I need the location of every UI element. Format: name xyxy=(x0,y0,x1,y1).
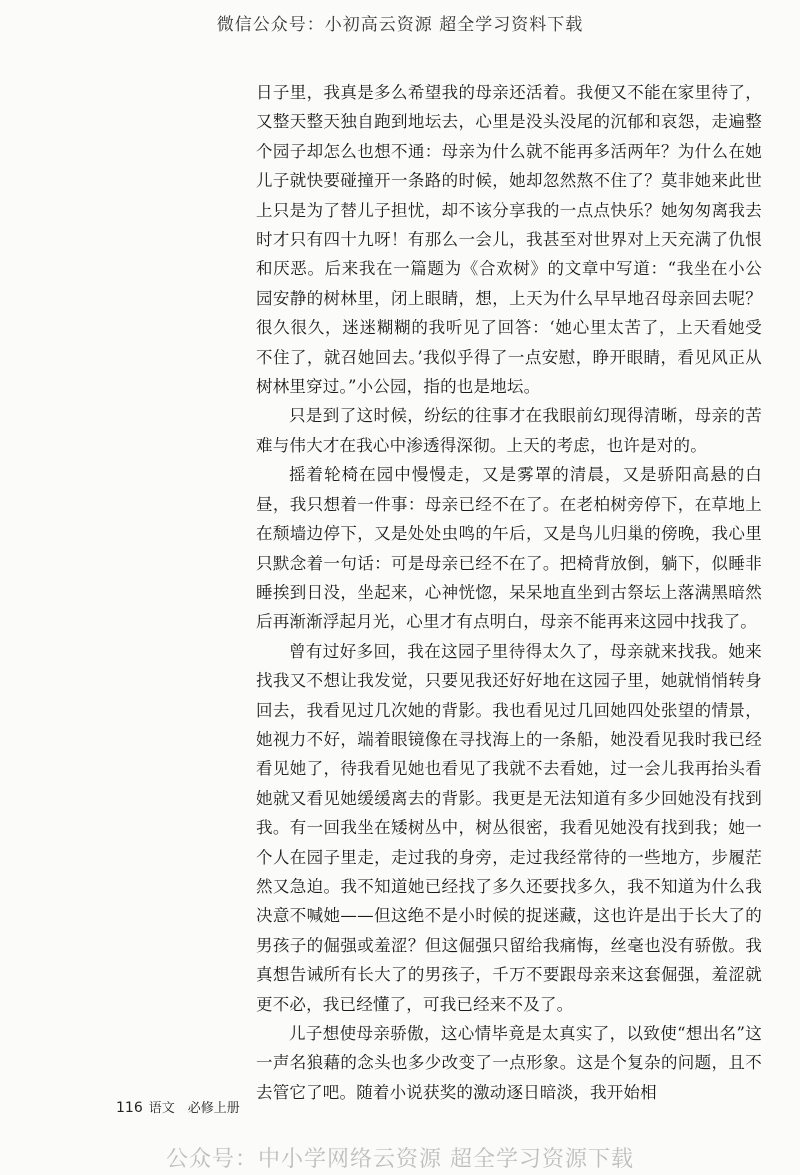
paragraph: 摇着轮椅在园中慢慢走，又是雾罩的清晨，又是骄阳高悬的白昼，我只想着一件事：母亲已经不在了。在老柏树旁停下，在草地上在颓墙边停下，又是处处虫鸣的午后，又是鸟儿归巢的傍晚，我心里只默念着一句话：可是母亲已经不在了。把椅背放倒，躺下，似睡非睡挨到日没，坐起来，心神恍惚，呆呆地直坐到古祭坛上落满黑暗然后再渐渐浮起月光，心里才有点明白，母亲不能再来这园中找我了。 xyxy=(256,465,762,632)
book-title: 语文 必修上册 xyxy=(148,1101,240,1116)
paragraph: 日子里，我真是多么希望我的母亲还活着。我便又不能在家里待了，又整天整天独自跑到地坛去，心里是没头没尾的沉郁和哀怨，走遍整个园子却怎么也想不通：母亲为什么就不能再多活两年？为什么在她儿子就快要碰撞开一条路的时候，她却忽然熬不住了？莫非她来此世上只是为了替儿子担忧，却不该分享我的一点点快乐？她匆匆离我去时才只有四十九呀！有那么一会儿，我甚至对世界对上天充满了仇恨和厌恶。后来我在一篇题为《合欢树》的文章中写道：“我坐在小公园安静的树林里，闭上眼睛，想，上天为什么早早地召母亲回去呢？很久很久，迷迷糊糊的我听见了回答：‘她心里太苦了，上天看她受不住了，就召她回去。’我似乎得了一点安慰，睁开眼睛，看见风正从树林里穿过。”小公园，指的也是地坛。 xyxy=(256,83,762,397)
paragraph: 曾有过好多回，我在这园子里待得太久了，母亲就来找我。她来找我又不想让我发觉，只要见我还好好地在这园子里，她就悄悄转身回去，我看见过几次她的背影。我也看见过几回她四处张望的情景，她视力不好，端着眼镜像在寻找海上的一条船，她没看见我时我已经看见她了，待我看见她也看见了我就不去看她，过一会儿我再抬头看她就又看见她缓缓离去的背影。我更是无法知道有多少回她没有找到我。有一回我坐在矮树丛中，树丛很密，我看见她没有找到我；她一个人在园子里走，走过我的身旁，走过我经常待的一些地方，步履茫然又急迫。我不知道她已经找了多久还要找多久，我不知道为什么我决意不喊她——但这绝不是小时候的捉迷藏，这也许是出于长大了的男孩子的倔强或羞涩？但这倔强只留给我痛悔，丝毫也没有骄傲。我真想告诫所有长大了的男孩子，千万不要跟母亲来这套倔强，羞涩就更不必，我已经懂了，可我已经来不及了。 xyxy=(256,641,762,1014)
article-body xyxy=(256,78,762,1107)
paragraph: 只是到了这时候，纷纭的往事才在我眼前幻现得清晰，母亲的苦难与伟大才在我心中渗透得深彻。上天的考虑，也许是对的。 xyxy=(256,406,762,455)
page-footer xyxy=(116,1097,240,1116)
paragraph: 儿子想使母亲骄傲，这心情毕竟是太真实了，以致使“想出名”这一声名狼藉的念头也多少改变了一点形象。这是个复杂的问题，且不去管它了吧。随着小说获奖的激动逐日暗淡，我开始相 xyxy=(256,1024,762,1102)
page-number: 116 xyxy=(116,1100,143,1116)
watermark-banner: 公众号：中小学网络云资源 超全学习资源下载 xyxy=(166,1147,634,1172)
top-banner: 微信公众号：小初高云资源 超全学习资料下载 xyxy=(216,15,584,35)
